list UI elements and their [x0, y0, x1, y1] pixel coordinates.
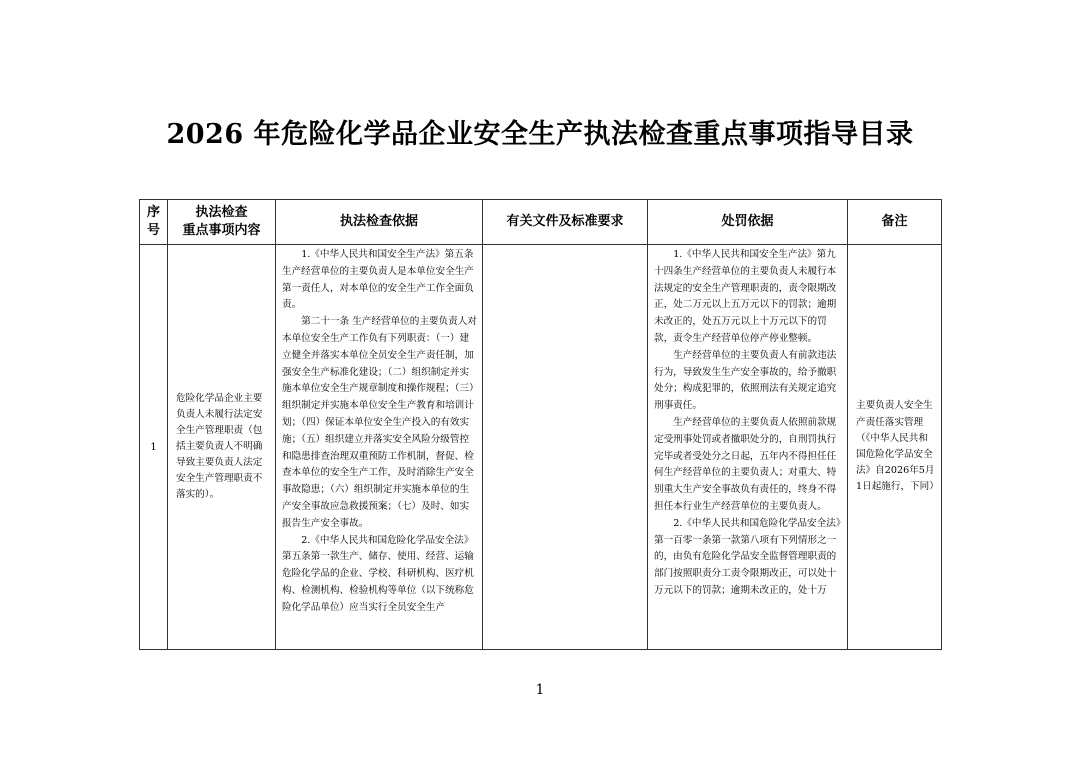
page-number: 1 — [535, 682, 545, 698]
cell-docs — [483, 245, 648, 650]
header-seq-line2: 号 — [146, 223, 160, 238]
page-title: 2026 年危险化学品企业安全生产执法检查重点事项指导目录 — [166, 119, 914, 150]
header-item — [168, 200, 276, 245]
penalty-paragraph: 2.《中华人民共和国危险化学品安全法》第一百零一条第一款第八项有下列情形之一的，由负有危险化学品安全监督管理职责的部门按照职责分工责令限期改正，可以处十万元以下的罚款；逾期未改正的，处十万 — [654, 517, 841, 596]
header-seq-line1: 序 — [146, 205, 160, 220]
cell-seq: 1 — [140, 245, 168, 650]
item-text: 危险化学品企业主要负责人未履行法定安全生产管理职责（包括主要负责人不明确导致主要负责人法定安全生产管理职责不落实的）。 — [176, 393, 263, 500]
cell-basis — [276, 245, 483, 650]
note-text: 主要负责人安全生产责任落实管理（《中华人民共和国危险化学品安全法》自2026年5月1日起施行，下同） — [856, 400, 939, 493]
header-docs: 有关文件及标准要求 — [483, 200, 648, 245]
penalty-paragraph: 生产经营单位的主要负责人有前款违法行为，导致发生生产安全事故的，给予撤职处分；构成犯罪的，依照刑法有关规定追究刑事责任。 — [654, 349, 837, 412]
header-item-line2: 重点事项内容 — [182, 223, 261, 238]
header-basis: 执法检查依据 — [276, 200, 483, 245]
penalty-paragraph: 生产经营单位的主要负责人依照前款规定受刑事处罚或者撤职处分的，自刑罚执行完毕或者受处分之日起，五年内不得担任任何生产经营单位的主要负责人；对重大、特别重大生产安全事故负有责任的，终身不得担任本行业生产经营单位的主要负责人。 — [654, 416, 837, 512]
basis-paragraph: 1.《中华人民共和国安全生产法》第五条 生产经营单位的主要负责人是本单位安全生产第一责任人，对本单位的安全生产工作全面负责。 — [282, 249, 474, 311]
directory-table — [139, 199, 942, 650]
cell-item — [168, 245, 276, 650]
cell-note — [848, 245, 942, 650]
table-header-row — [140, 200, 942, 245]
basis-text — [276, 245, 482, 649]
header-seq — [140, 200, 168, 245]
cell-penalty — [648, 245, 848, 650]
header-penalty: 处罚依据 — [648, 200, 848, 245]
basis-paragraph: 2.《中华人民共和国危险化学品安全法》第五条第一款生产、储存、使用、经营、运输危险化学品的企业、学校、科研机构、医疗机构、检测机构、检验机构等单位（以下统称危险化学品单位）应当实行全员安全生产 — [282, 534, 474, 613]
header-item-line1: 执法检查 — [195, 205, 248, 220]
penalty-paragraph: 1.《中华人民共和国安全生产法》第九十四条生产经营单位的主要负责人未履行本法规定的安全生产管理职责的，责令限期改正，处二万元以上五万元以下的罚款；逾期未改正的，处五万元以上十万元以下的罚款，责令生产经营单位停产停业整顿。 — [654, 249, 837, 344]
basis-paragraph: 第二十一条 生产经营单位的主要负责人对本单位安全生产工作负有下列职责：（一）建立健全并落实本单位全员安全生产责任制，加强安全生产标准化建设；（二）组织制定并实施本单位安全生产规章制度和操作规程；（三）组织制定并实施本单位安全生产教育和培训计划；（四）保证本单位安全生产投入的有效实施；（五）组织建立并落实安全风险分级管控和隐患排查治理双重预防工作机制，督促、检查本单位的安全生产工作，及时消除生产安全事故隐患；（六）组织制定并实施本单位的生产安全事故应急救援预案；（七）及时、如实报告生产安全事故。 — [282, 316, 477, 529]
table-row — [140, 245, 942, 650]
penalty-text — [648, 245, 847, 649]
header-note: 备注 — [848, 200, 942, 245]
